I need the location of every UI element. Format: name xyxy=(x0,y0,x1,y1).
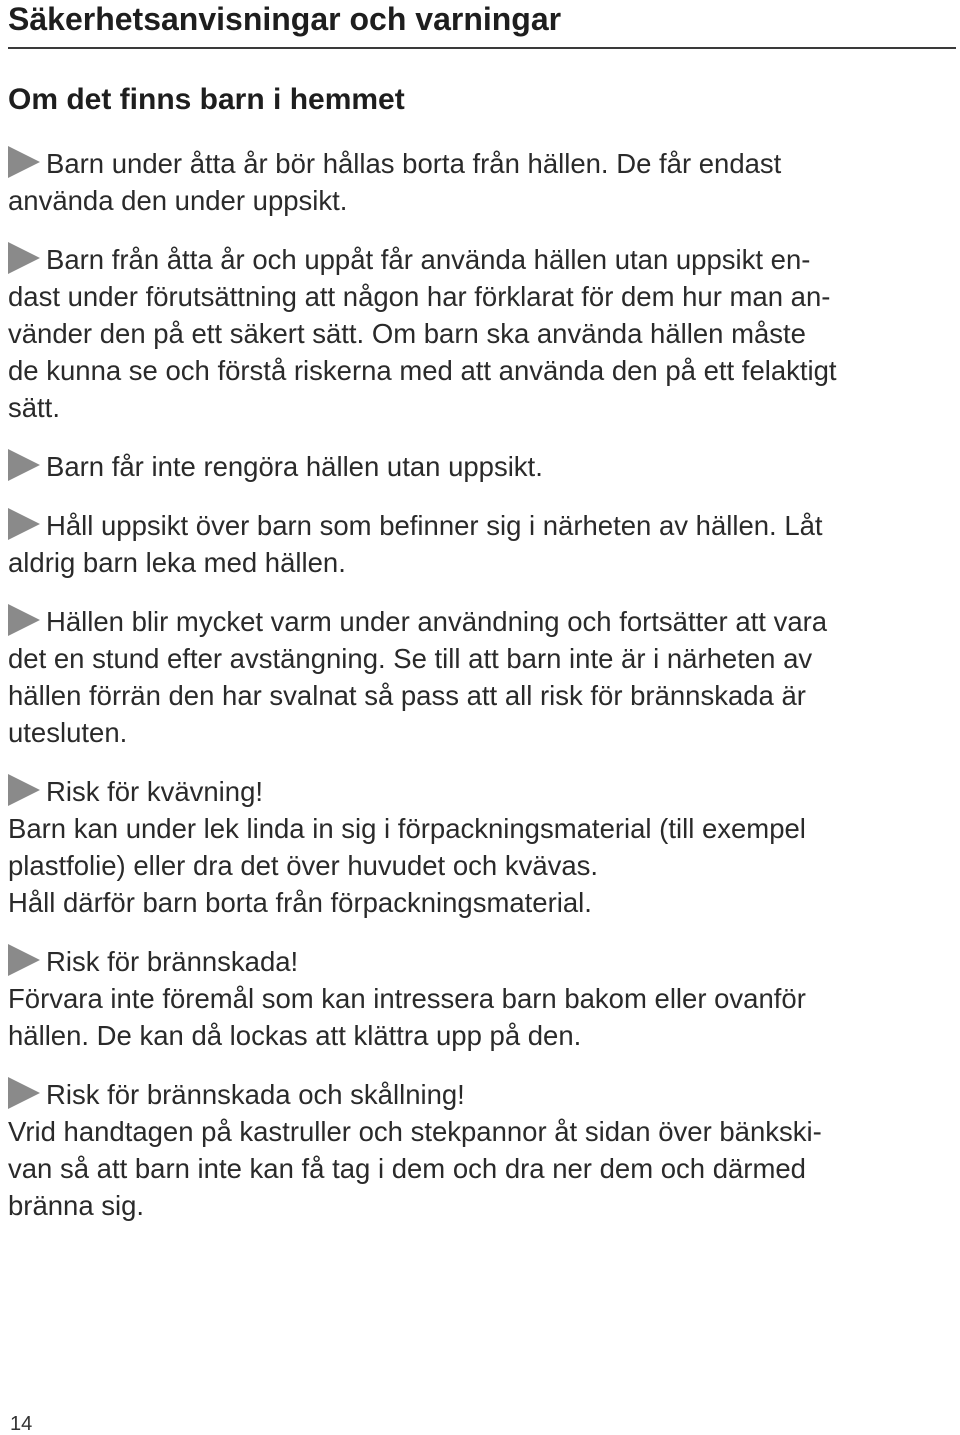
triangle-right-icon xyxy=(8,242,40,274)
bullet-line: utesluten. xyxy=(8,717,128,748)
bullet-line: de kunna se och förstå riskerna med att använda den på ett felaktigt xyxy=(8,355,837,386)
bullet-line: Barn från åtta år och uppåt får använda hällen utan uppsikt en- xyxy=(46,244,811,275)
document-page xyxy=(8,0,952,1434)
bullet-line: Håll uppsikt över barn som befinner sig i närheten av hällen. Låt xyxy=(46,510,823,541)
bullet-item xyxy=(8,145,952,219)
triangle-right-icon xyxy=(8,1077,40,1109)
bullet-line: vänder den på ett säkert sätt. Om barn ska använda hällen måste xyxy=(8,318,806,349)
triangle-right-icon xyxy=(8,944,40,976)
bullet-line: Håll därför barn borta från förpackningsmaterial. xyxy=(8,887,592,918)
triangle-right-icon xyxy=(8,774,40,806)
safety-bullet-list xyxy=(8,145,952,1246)
triangle-right-icon xyxy=(8,146,40,178)
bullet-line: Barn under åtta år bör hållas borta från hällen. De får endast xyxy=(46,148,782,179)
triangle-right-icon xyxy=(8,449,40,481)
triangle-right-icon xyxy=(8,604,40,636)
bullet-item xyxy=(8,1076,952,1224)
bullet-line: det en stund efter avstängning. Se till att barn inte är i närheten av xyxy=(8,643,813,674)
page-title: Säkerhetsanvisningar och varningar xyxy=(8,1,562,37)
header-divider xyxy=(8,47,956,49)
bullet-line: Barn kan under lek linda in sig i förpackningsmaterial (till exempel xyxy=(8,813,806,844)
bullet-line: Hällen blir mycket varm under användning och fortsätter att vara xyxy=(46,606,828,637)
bullet-line: aldrig barn leka med hällen. xyxy=(8,547,346,578)
bullet-item xyxy=(8,507,952,581)
bullet-line: hällen förrän den har svalnat så pass att all risk för brännskada är xyxy=(8,680,806,711)
section-heading: Om det finns barn i hemmet xyxy=(8,83,405,116)
triangle-right-icon xyxy=(8,508,40,540)
bullet-item xyxy=(8,241,952,426)
bullet-line: plastfolie) eller dra det över huvudet och kvävas. xyxy=(8,850,599,881)
bullet-line: bränna sig. xyxy=(8,1190,145,1221)
bullet-line: hällen. De kan då lockas att klättra upp på den. xyxy=(8,1020,582,1051)
bullet-item xyxy=(8,773,952,921)
bullet-line: sätt. xyxy=(8,392,60,423)
bullet-line: van så att barn inte kan få tag i dem och dra ner dem och därmed xyxy=(8,1153,806,1184)
bullet-item xyxy=(8,943,952,1054)
bullet-line: använda den under uppsikt. xyxy=(8,185,348,216)
bullet-line: Risk för brännskada! xyxy=(46,946,299,977)
page-number: 14 xyxy=(10,1413,33,1435)
bullet-line: Förvara inte föremål som kan intressera barn bakom eller ovanför xyxy=(8,983,806,1014)
bullet-line: dast under förutsättning att någon har förklarat för dem hur man an- xyxy=(8,281,831,312)
bullet-item xyxy=(8,448,952,485)
bullet-line: Risk för brännskada och skållning! xyxy=(46,1079,465,1110)
bullet-line: Barn får inte rengöra hällen utan uppsikt. xyxy=(46,451,543,482)
bullet-line: Risk för kvävning! xyxy=(46,776,264,807)
bullet-line: Vrid handtagen på kastruller och stekpannor åt sidan över bänkski- xyxy=(8,1116,822,1147)
bullet-item xyxy=(8,603,952,751)
